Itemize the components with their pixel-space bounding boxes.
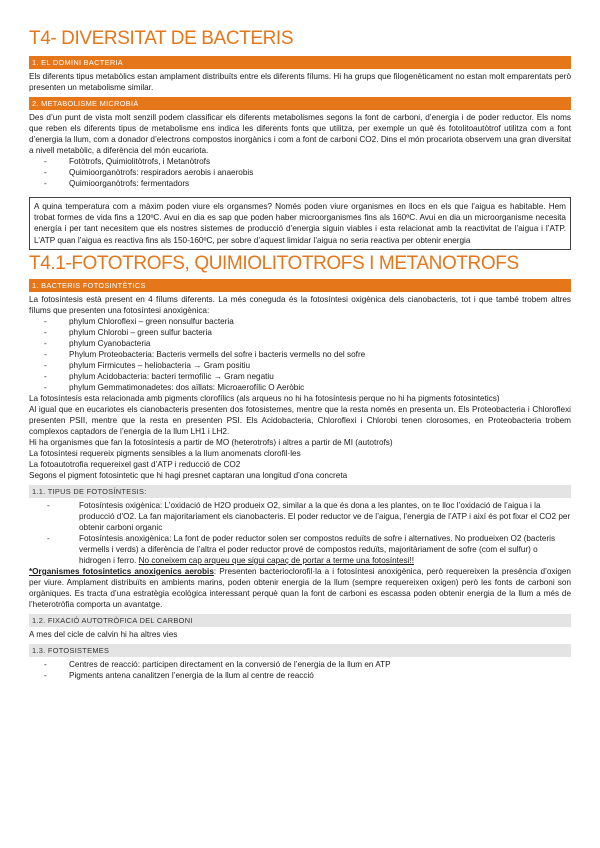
list-item: - Fotòtrofs, Quimiolitòtrofs, i Metanòtrofs (69, 156, 571, 167)
list-item: - Pigments antena canalitzen l’energia de la llum al centre de reacció (69, 670, 571, 681)
paragraph-mo-mi: Hi ha organismes que fan la fotosíntesis a partir de MO (heterotrofs) i altres a partir de MI (autotrofs) (29, 437, 393, 447)
list-item: - phylum Gemmatimonadetes: dos aïllats: Microaerofílic O Aeròbic (69, 382, 571, 393)
phylum-list (29, 316, 571, 393)
metabolisme-list (29, 156, 571, 189)
paragraph-fotoautotrofia: La fotoautotrofia requereixel gast d’ATP i reducció de CO2 (29, 459, 241, 469)
aerobis-text: : Presenten bacterioclorofil·la a i fotosíntesi anoxigènica, però requereixen la presència d’oxigen per viure. Amplament distribuïts en ambients marins, poden obtenir energia de la llum (sempre requereixen oxigen) però les fonts de carboni son orgàniques. Es tracta d’una estratègia ecològica interessant perquè quan la font de carboni es escassa poden obtenir energia de la llum a més de l’heterotròfia comporta un avantatge. (29, 566, 571, 609)
list-item: - phylum Acidobacteria: bacteri termofílic → Gram negatiu (69, 371, 571, 382)
list-item: - phylum Cyanobacteria (69, 338, 571, 349)
section-heading-domini: 1. EL DOMINI BACTERIA (29, 56, 571, 69)
list-item: - phylum Chlorobi – green sulfur bacteria (69, 327, 571, 338)
paragraph-clorofil: La fotosíntesi requereix pigments sensibles a la llum anomenats clorofil·les (29, 448, 301, 458)
list-item: - Quimioorganòtrofs: fermentadors (69, 178, 571, 189)
paragraph-fixacio: A mes del cicle de calvin hi ha altres vies (29, 629, 178, 639)
paragraph-metabolisme: Des d’un punt de vista molt senzill podem classificar els diferents metabolismes segons la font de carboni, d’energia i de poder reductor. Els noms que reben els diferents tipus de metabolisme ens indica les diferents fonts que utilitza, per exemple un què és fotolitoautòtrof utilitza com a font d’energia la llum, com a donador d’electrons compostos inorgànics i com a font de carboni CO2. Dins el món procariota observem una gran diversitat a nivell metabòlic, a diferència del món eucariota. (29, 113, 571, 155)
list-item: - phylum Firmicutes – heliobacteria → Gram positiu (69, 360, 571, 371)
anoxigenica-text: Fotosíntesis anoxigènica: La font de poder reductor solen ser compostos reduïts de sofre i alternatives. No produeixen O2 (bacteris vermells i verds) a diferència de l’altra el poder reductor prové de compostos reduïts, majoritàriament de sofre (com el sulfur) o hidrogen i ferro. (79, 533, 556, 565)
list-item: - Fotosíntesis oxigènica: L’oxidació de H2O produeix O2, similar a la que és dona a les plantes, on te lloc l’oxidació de l’aigua i la producció d’O2. La fan majoritariament els cianobacteris. El poder reductor ve de l’aigua, l’energia de l’ATP i així és pot fixar el CO2 per obtenir carboni organic (79, 500, 571, 533)
paragraph-longitud-ona: Segons el pigment fotosintetic que hi hagi presnet captaran una longitud d’ona concreta (29, 470, 348, 480)
fotosistemes-list (29, 659, 571, 681)
subsection-heading-fixacio: 1.2. FIXACIÓ AUTOTRÒFICA DEL CARBONI (29, 614, 571, 627)
aerobis-lead: *Organismes fotosintetics anoxigenics aerobis (29, 566, 214, 576)
subsection-heading-tipus: 1.1. TIPUS DE FOTOSÍNTESIS: (29, 485, 571, 498)
section-heading-metabolisme: 2. METABOLISME MICROBIÀ (29, 97, 571, 110)
paragraph-domini: Els diferents tipus metabòlics estan amplament distribuïts entre els diferents fílums. Hi ha grups que filogenèticament no estan molt emparentats però presenten un metabolisme similar. (29, 72, 572, 92)
temperature-note-box (29, 197, 571, 250)
list-item: - Centres de reacció: participen directament en la conversió de l’energia de la llum en ATP (69, 659, 571, 670)
paragraph-aerobis (29, 566, 571, 610)
list-item: - Quimioorganòtrofs: respiradors aerobis i anaerobis (69, 167, 571, 178)
section-title-fototrofs: T4.1-FOTOTROFS, QUIMIOLITOTROFS I METANOTROFS (29, 252, 519, 274)
paragraph-fotosistemes: Al igual que en eucariotes els cianobacteris presenten dos fotosistemes, mentre que la resta només en presenta un. Els Proteobacteria i Chloroflexi presenten PSII, mentre que la resta en presenten PSI. Els Acidobacteria, Chloroflexi i Chlorobi tenen clorosomes, en Proteobacteria trobem complexos captadors de l’energia de la llum LH1 i LH2. (29, 404, 571, 436)
paragraph-pigments: La fotosíntesis esta relacionada amb pigments clorofílics (als arqueus no hi ha fotosíntesis perque no hi ha pigments fotosintetics) (29, 393, 500, 403)
tipus-list (29, 500, 571, 566)
list-item: - phylum Chloroflexi – green nonsulfur bacteria (69, 316, 571, 327)
section-heading-fotosintetics: 1. BACTERIS FOTOSINTÈTICS (29, 279, 571, 292)
list-item: - Phylum Proteobacteria: Bacteris vermells del sofre i bacteris vermells no del sofre (69, 349, 571, 360)
paragraph-fotosintetics-intro: La fotosíntesis està present en 4 fílums diferents. La més coneguda és la fotosíntesi oxigènica dels cianobacteris, tot i que també trobem altres fílums que presenten una fotosíntesi anoxigènica: (29, 294, 571, 315)
list-item (79, 533, 571, 566)
page-title: T4- DIVERSITAT DE BACTERIS (29, 28, 294, 49)
subsection-heading-fotosistemes: 1.3. FOTOSISTEMES (29, 644, 571, 657)
arqueu-note: No coneixem cap arqueu que sigui capaç de portar a terme una fotosíntesi!! (138, 555, 414, 565)
temperature-note-text: A quina temperatura com a màxim poden viure els organsmes? Només poden viure organismes en llocs en els que l’aigua es habitable. Hem trobat formes de vida fins a 120ºC. Avui en dia es sap que poden haber microorganismes fins als 160ºC. Avui en dia un microorganisme necesita energía i per tant necesitem que els nostres sistemes de producció d’energia siguin viables i esta relacionat amb la reactivitat de l’aigua i l’ATP. L’ATP quan l’aigua es reactiva fins als 150-160ºC, per sobre d’aquest limidar l’aigua no seria reactiva per obtenir energia (34, 202, 566, 245)
